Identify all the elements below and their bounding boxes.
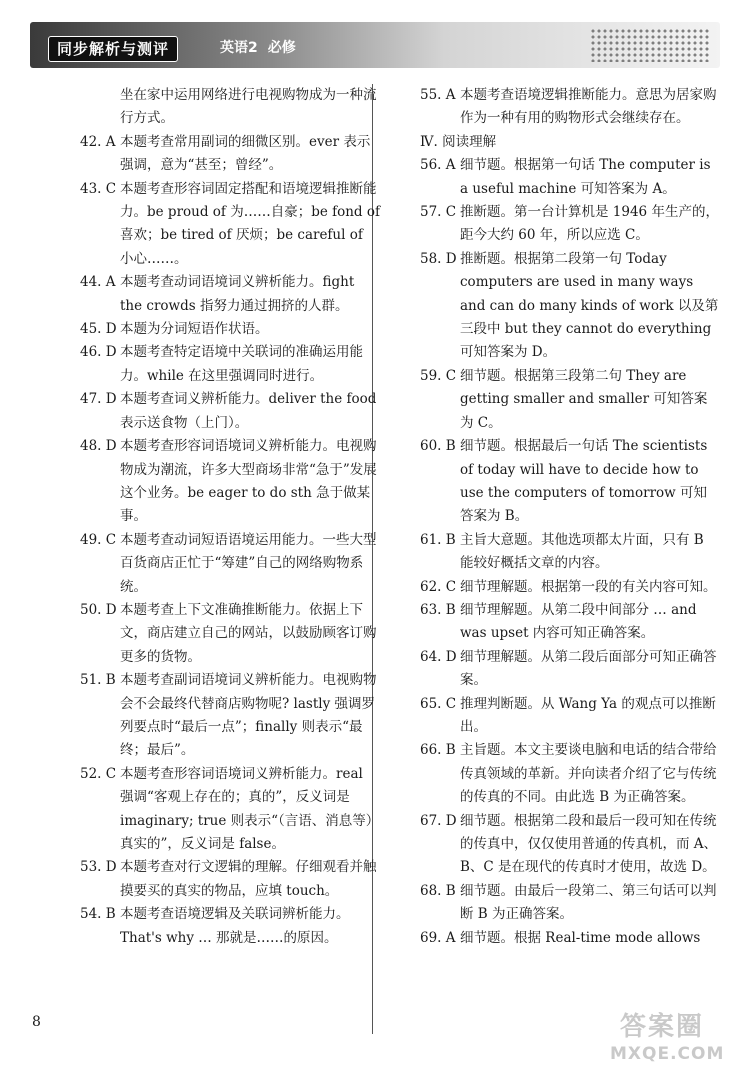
answer-entry	[80, 131, 380, 178]
answer-entry	[420, 810, 720, 880]
answer-explanation: 本题考查语境逻辑推断能力。意思为居家购作为一种有用的购物形式会继续存在。	[460, 87, 717, 127]
answer-explanation: 本题考查形容词语境词义辨析能力。real 强调“客观上存在的；真的”，反义词是 imaginary; true 则表示“（言语、消息等）真实的”，反义词是 false。	[120, 765, 380, 852]
answer-entry	[80, 178, 380, 272]
answer-number: 57. C	[420, 204, 457, 221]
answer-explanation: 主旨大意题。其他选项都太片面，只有 B 能较好概括文章的内容。	[460, 531, 704, 572]
answer-explanation: 本题考查词义辨析能力。deliver the food 表示送食物（上门）。	[120, 391, 377, 431]
answer-explanation: 本题考查动词语境词义辨析能力。fight the crowds 指努力通过拥挤的人群。	[120, 274, 355, 314]
watermark-logo	[610, 1006, 730, 1070]
answer-explanation: 本题考查对行文逻辑的理解。仔细观看并触摸要买的真实的物品，应填 touch。	[120, 859, 377, 899]
answer-entry	[420, 154, 720, 201]
answer-number: 66. B	[420, 742, 456, 759]
answer-number: 47. D	[80, 391, 117, 408]
answer-entry	[420, 201, 720, 248]
answer-entry	[80, 318, 380, 341]
answer-explanation: 本题为分词短语作状语。	[120, 321, 269, 338]
watermark-text-bottom: MXQE.COM	[610, 1044, 725, 1064]
header-dot-pattern	[590, 28, 710, 62]
section-heading: Ⅳ. 阅读理解	[420, 133, 497, 150]
answer-entry	[420, 880, 720, 927]
page-header	[30, 22, 720, 68]
answer-explanation: 细节题。根据第三段第二句 They are getting smaller and smaller 可知答案为 C。	[460, 367, 708, 431]
answer-entry	[420, 248, 720, 365]
answer-number: 52. C	[80, 765, 117, 782]
answer-explanation: 推断题。第一台计算机是 1946 年生产的，距今大约 60 年，所以应选 C。	[460, 204, 719, 244]
answer-number: 60. B	[420, 438, 456, 455]
answer-entry	[80, 669, 380, 763]
answer-explanation: 本题考查动词短语语境运用能力。一些大型百货商店正忙于“筹建”自己的网络购物系统。	[120, 531, 377, 595]
right-column	[420, 84, 720, 950]
answer-entry	[80, 388, 380, 435]
answer-number: 61. B	[420, 531, 456, 548]
answer-entry	[80, 529, 380, 599]
answer-entry	[80, 84, 380, 131]
answer-explanation: 本题考查副词语境词义辨析能力。电视购物会不会最终代替商店购物呢? lastly 强调罗列要点时“最后一点”；finally 则表示“最终；最后”。	[120, 672, 377, 759]
answer-number: 55. A	[420, 87, 456, 103]
answer-number: 53. D	[80, 859, 117, 876]
answer-entry	[420, 599, 720, 646]
answer-explanation: 本题考查常用副词的细微区别。ever 表示强调，意为“甚至；曾经”。	[120, 133, 371, 174]
answer-explanation: 细节理解题。从第二段后面部分可知正确答案。	[460, 648, 717, 689]
answer-entry	[80, 435, 380, 529]
answer-number: 68. B	[420, 882, 456, 899]
answer-explanation: 细节理解题。从第二段中间部分 … and was upset 内容可知正确答案。	[460, 601, 697, 642]
answer-entry	[80, 341, 380, 388]
answer-number: 67. D	[420, 812, 457, 829]
answer-number: 58. D	[420, 250, 457, 267]
answer-entry	[420, 365, 720, 435]
volume-label: 必修	[267, 40, 296, 56]
answer-number: 51. B	[80, 672, 116, 689]
answer-number: 56. A	[420, 157, 456, 174]
answer-explanation: 细节题。根据第二段和最后一段可知在传统的传真中，仅仅使用普通的传真机，而 A、B、C 是在现代的传真时才使用，故选 D。	[460, 812, 718, 876]
left-column	[80, 84, 380, 950]
watermark-text-top: 答案圈	[620, 1012, 705, 1042]
answer-entry	[80, 856, 380, 903]
book-title-badge: 同步解析与测评	[48, 36, 178, 62]
answer-explanation: 细节题。由最后一段第二、第三句话可以判断 B 为正确答案。	[460, 882, 717, 923]
answer-number: 62. C	[420, 578, 457, 595]
answer-entry	[80, 599, 380, 669]
answer-number: 65. C	[420, 695, 457, 712]
answer-number: 63. B	[420, 601, 456, 618]
answer-explanation: 本题考查形容词语境词义辨析能力。电视购物成为潮流，许多大型商场非常“急于”发展这个业务。be eager to do sth 急于做某事。	[120, 438, 377, 525]
answer-explanation: 本题考查特定语境中关联词的准确运用能力。while 在这里强调同时进行。	[120, 344, 363, 384]
answer-explanation: 本题考查语境逻辑及关联词辨析能力。That's why … 那就是……的原因。	[120, 906, 350, 946]
answer-explanation: 细节题。根据最后一句话 The scientists of today will have to decide how to use the computers of tomorrow 可知答案为 B。	[460, 438, 708, 525]
answer-entry	[420, 435, 720, 529]
answer-explanation: 坐在家中运用网络进行电视购物成为一种流行方式。	[120, 87, 377, 127]
subject-label: 英语2	[220, 40, 258, 56]
answer-number: 44. A	[80, 274, 116, 291]
answer-entry	[420, 739, 720, 809]
answer-entry	[420, 84, 720, 131]
answer-number: 43. C	[80, 180, 117, 197]
answer-explanation: 细节理解题。根据第一段的有关内容可知。	[460, 578, 717, 595]
answer-number: 59. C	[420, 367, 457, 384]
answer-explanation: 本题考查形容词固定搭配和语境逻辑推断能力。be proud of 为……自豪；be fond of 喜欢；be tired of 厌烦；be careful of 小心……。	[120, 180, 380, 267]
answer-number: 69. A	[420, 929, 456, 946]
answer-number: 64. D	[420, 648, 457, 665]
answer-entry	[420, 693, 720, 740]
answer-number: 54. B	[80, 906, 116, 923]
answer-explanation: 细节题。根据 Real-time mode allows	[460, 929, 701, 946]
answer-explanation: 推理判断题。从 Wang Ya 的观点可以推断出。	[460, 695, 716, 735]
answer-number: 42. A	[80, 133, 116, 150]
answer-number: 49. C	[80, 531, 117, 548]
answer-number: 45. D	[80, 321, 117, 338]
answer-number: 48. D	[80, 438, 117, 455]
answer-explanation: 本题考查上下文准确推断能力。依据上下文，商店建立自己的网站，以鼓励顾客订购更多的货物。	[120, 601, 377, 665]
answer-entry	[420, 927, 720, 950]
answer-entry	[80, 903, 380, 950]
page-number: 8	[32, 1014, 41, 1030]
answer-explanation: 推断题。根据第二段第一句 Today computers are used in many ways and can do many kinds of work 以及第三段中 but they cannot do everything 可知答案为 D。	[460, 250, 719, 361]
book-subtitle	[220, 38, 296, 58]
answer-entry	[420, 646, 720, 693]
answer-explanation: 主旨题。本文主要谈电脑和电话的结合带给传真领域的革新。并向读者介绍了它与传统的传真的不同。由此选 B 为正确答案。	[460, 742, 717, 806]
answer-entry	[420, 576, 720, 599]
answer-explanation: 细节题。根据第一句话 The computer is a useful machine 可知答案为 A。	[460, 157, 711, 197]
answer-number: 50. D	[80, 601, 117, 618]
answer-entry	[80, 271, 380, 318]
answer-entry	[80, 763, 380, 857]
answer-number: 46. D	[80, 344, 117, 361]
answer-entry	[420, 529, 720, 576]
